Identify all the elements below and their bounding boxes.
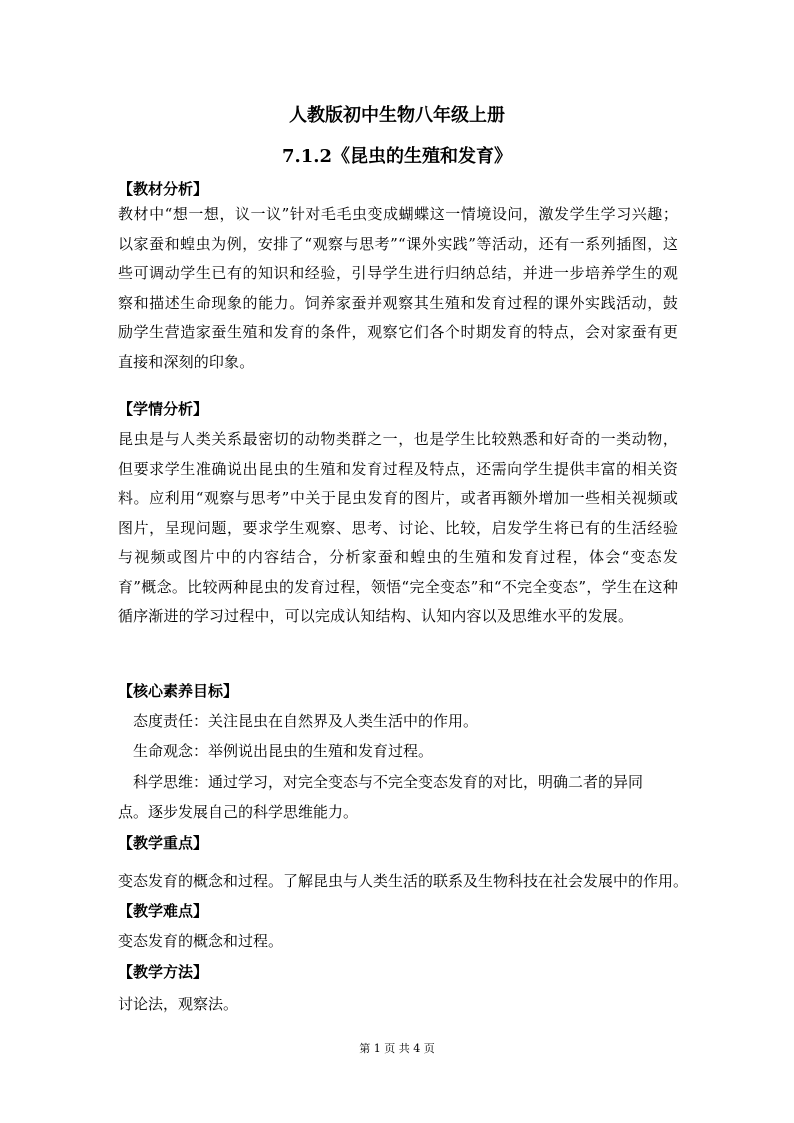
section-heading-textbook-analysis: 【教材分析】	[118, 180, 209, 198]
document-title: 人教版初中生物八年级上册	[289, 105, 505, 126]
section-heading-difficulties: 【教学难点】	[118, 902, 209, 920]
section-heading-core-literacy: 【核心素养目标】	[118, 682, 239, 700]
lesson-title: 7.1.2《昆虫的生殖和发育》	[281, 146, 513, 167]
section-heading-methods: 【教学方法】	[118, 963, 209, 981]
section-heading-student-analysis: 【学情分析】	[118, 400, 209, 418]
page-number-footer: 第 1 页 共 4 页	[359, 1042, 435, 1055]
section-body-student-analysis: 昆虫是与人类关系最密切的动物类群之一，也是学生比较熟悉和好奇的一类动物，但要求学生准确说出昆虫的生殖和发育过程及特点，还需向学生提供丰富的相关资料。应利用“观察与思考”中关于昆虫发育的图片，或者再额外增加一些相关视频或图片，呈现问题，要求学生观察、思考、讨论、比较，启发学生将已有的生活经验与视频或图片中的内容结合，分析家蚕和蝗虫的生殖和发育过程，体会“变态发育”概念。比较两种昆虫的发育过程，领悟“完全变态”和“不完全变态”，学生在这种循序渐进的学习过程中，可以完成认知结构、认知内容以及思维水平的发展。	[118, 430, 678, 625]
section-body-key-points: 变态发育的概念和过程。了解昆虫与人类生活的联系及生物科技在社会发展中的作用。	[118, 872, 689, 890]
section-body-methods: 讨论法，观察法。	[118, 995, 239, 1013]
goal-item-scientific-thinking-cont: 点。逐步发展自己的科学思维能力。	[118, 803, 359, 821]
section-body-difficulties: 变态发育的概念和过程。	[118, 932, 284, 950]
section-heading-key-points: 【教学重点】	[118, 834, 209, 852]
goal-item-scientific-thinking: 科学思维：通过学习，对完全变态与不完全变态发育的对比，明确二者的异同	[133, 773, 644, 791]
section-body-textbook-analysis: 教材中“想一想，议一议”针对毛毛虫变成蝴蝶这一情境设问，激发学生学习兴趣；以家蚕和蝗虫为例，安排了“观察与思考”“课外实践”等活动，还有一系列插图，这些可调动学生已有的知识和经验，引导学生进行归纳总结，并进一步培养学生的观察和描述生命现象的能力。饲养家蚕并观察其生殖和发育过程的课外实践活动，鼓励学生营造家蚕生殖和发育的条件，观察它们各个时期发育的特点，会对家蚕有更直接和深刻的印象。	[118, 205, 678, 371]
goal-item-life-concept: 生命观念：举例说出昆虫的生殖和发育过程。	[133, 742, 434, 760]
goal-item-attitude: 态度责任：关注昆虫在自然界及人类生活中的作用。	[133, 712, 479, 730]
